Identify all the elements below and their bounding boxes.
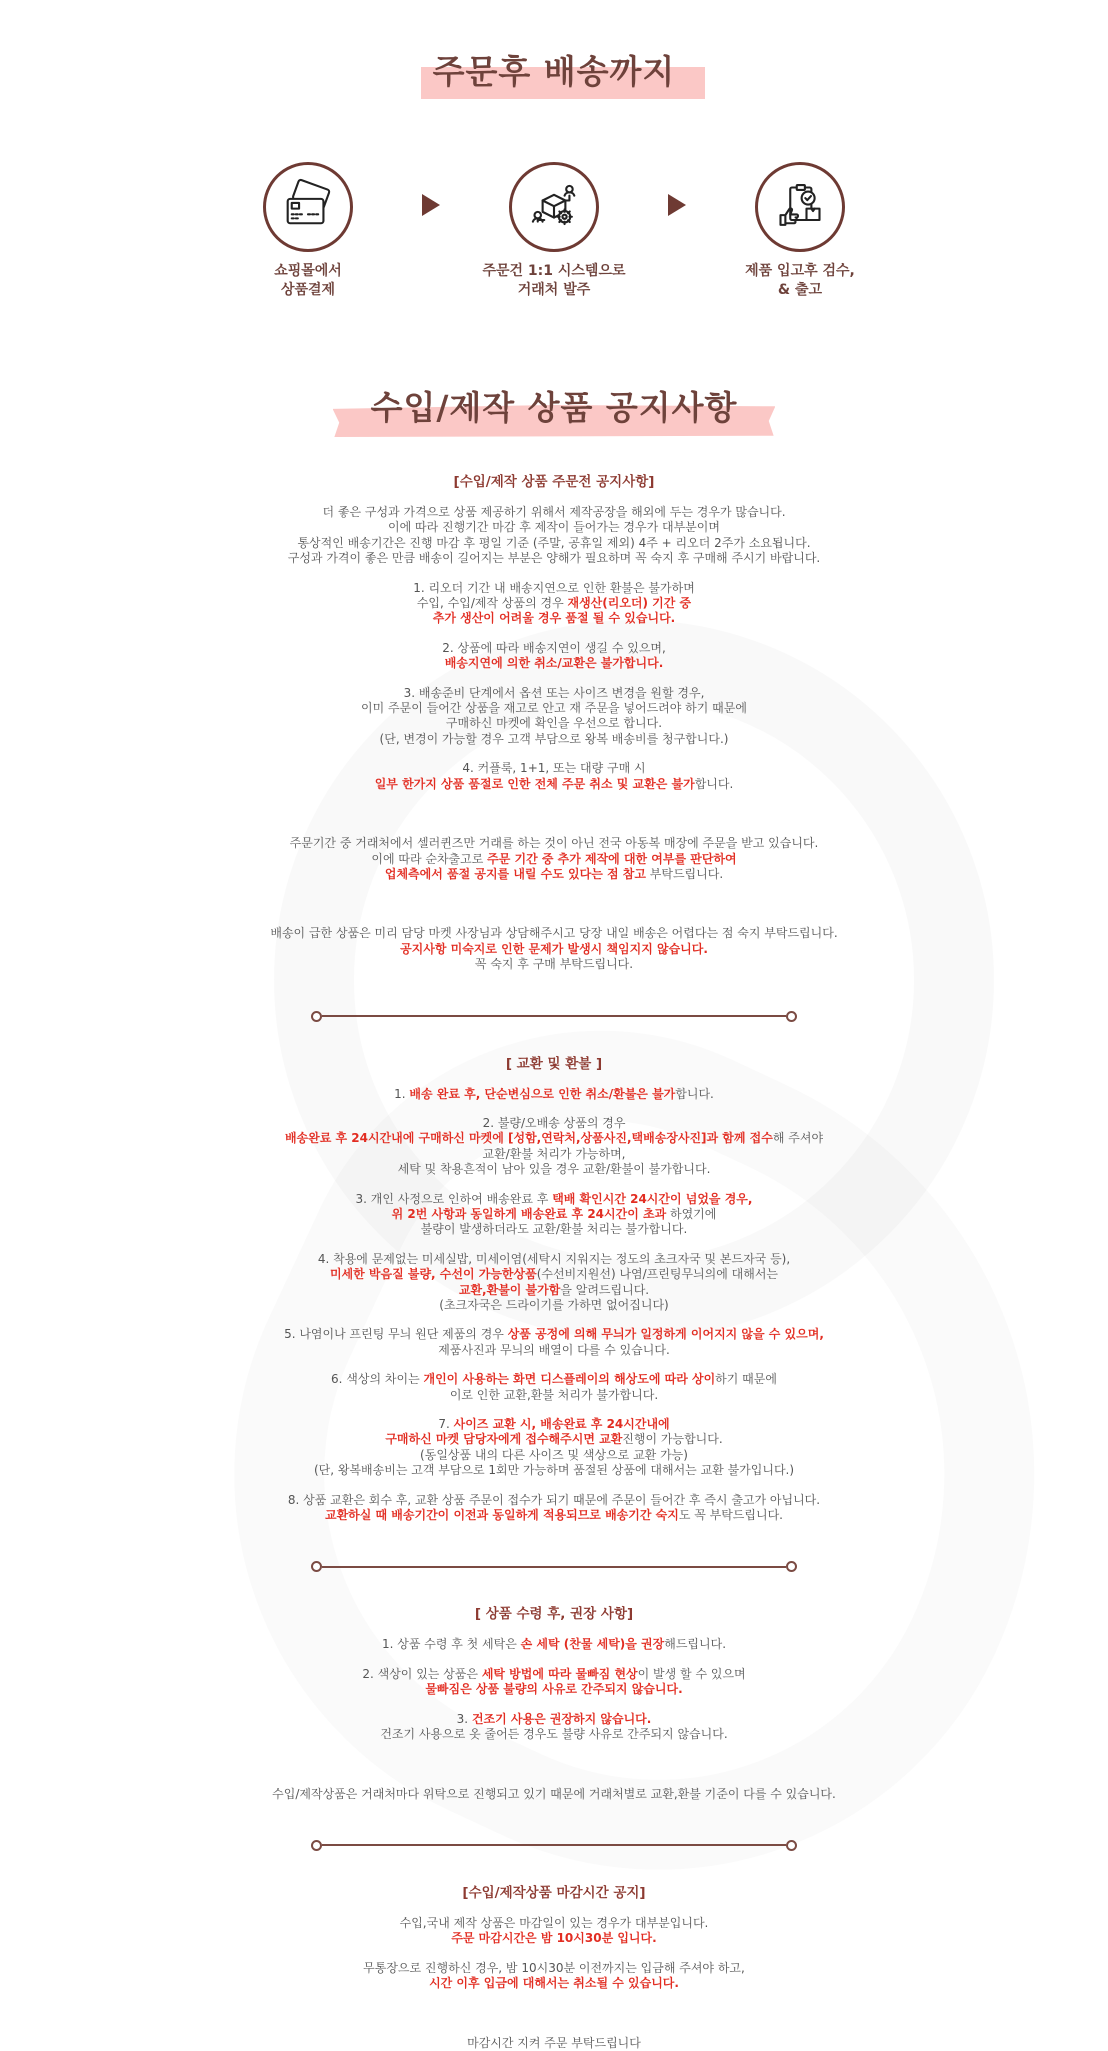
section-exchange-refund [204,1056,904,1524]
section-heading: [수입/제작상품 마감시간 공지] [462,1884,646,1901]
text-block: 1. 리오더 기간 내 배송지연으로 인한 환불은 불가하며 수입, 수입/제작 상품의 경우 재생산(리오더) 기간 중 추가 생산이 어려울 경우 품절 될 수 있습니다. [413,580,695,626]
step-inspection [710,162,890,300]
text-block: 8. 상품 교환은 회수 후, 교환 상품 주문이 접수가 되기 때문에 주문이 들어간 후 즉시 출고가 아닙니다. 교환하실 때 배송기간이 이전과 동일하게 적용되므로 배송기간 숙지도 꼭 부탁드립니다. [287,1492,821,1523]
text-block: 5. 나염이나 프린팅 무늬 원단 제품의 경우 상품 공정에 의해 무늬가 일정하게 이어지지 않을 수 있으며, 제품사진과 무늬의 배열이 다를 수 있습니다. [284,1327,824,1357]
order-process-steps [204,162,904,300]
arrow-right-icon [668,194,686,216]
step-label-line: 상품결제 [280,282,336,298]
divider-dot [311,1561,322,1572]
page-title [204,0,904,94]
text-block: 1. 배송 완료 후, 단순변심으로 인한 취소/환불은 불가합니다. [394,1086,714,1101]
order-system-icon [509,162,599,252]
step-payment [218,162,398,300]
section-divider [311,1561,797,1572]
credit-card-icon [263,162,353,252]
inspection-icon [755,162,845,252]
divider-dot [786,1011,797,1022]
text-block: 무통장으로 진행하신 경우, 밤 10시30분 이전까지는 입금해 주셔야 하고, 시간 이후 입금에 대해서는 취소될 수 있습니다. [363,1960,745,1991]
section-heading: [ 교환 및 환불 ] [505,1055,603,1072]
text-block: 7. 사이즈 교환 시, 배송완료 후 24시간내에 구매하신 마켓 담당자에게 접수해주시면 교환진행이 가능합니다. (동일상품 내의 다른 사이즈 및 색상으로 교환 가능) (단, 왕복배송비는 고객 부담으로 1회만 가능하며 품절된 상품에 대해서는 교환 불가입니다.) [313,1417,795,1478]
text-block: 주문기간 중 거래처에서 셀러퀸즈만 거래를 하는 것이 아닌 전국 아동복 매장에 주문을 받고 있습니다. 이에 따라 순차출고로 주문 기간 중 추가 제작에 대한 여부를 판단하여 업체측에서 품절 공지를 내릴 수도 있다는 점 참고 부탁드립니다. [289,836,819,881]
divider-dot [311,1011,322,1022]
text-block: 1. 상품 수령 후 첫 세탁은 손 세탁 (찬물 세탁)을 권장해드립니다. [381,1637,727,1652]
section-body [204,505,904,973]
text-block: 마감시간 지켜 주문 부탁드립니다 [467,2035,641,2050]
text-block: 배송이 급한 상품은 미리 담당 마켓 사장님과 상담해주시고 당장 내일 배송은 어렵다는 점 숙지 부탁드립니다. 공지사항 미숙지로 인한 문제가 발생시 책임지지 않습니다. 꼭 숙지 후 구매 부탁드립니다. [270,926,838,972]
divider-line [322,1566,786,1568]
step-order-system [464,162,644,300]
section-body [204,1916,904,2051]
text-block: 수입,국내 제작 상품은 마감일이 있는 경우가 대부분입니다. 주문 마감시간은 밤 10시30분 입니다. [399,1915,709,1946]
divider-line [322,1844,786,1846]
step-label-line: & 출고 [777,282,823,298]
divider-dot [786,1561,797,1572]
step-inspection-label [710,262,890,300]
text-block: 3. 배송준비 단계에서 옵션 또는 사이즈 변경을 원할 경우, 이미 주문이 들어간 상품을 재고로 안고 재 주문을 넣어드려야 하기 때문에 구매하신 마켓에 확인을 우선으로 합니다. (단, 변경이 가능할 경우 고객 부담으로 왕복 배송비를 청구합니다.) [361,685,747,746]
text-block: 2. 불량/오배송 상품의 경우 배송완료 후 24시간내에 구매하신 마켓에 [성함,연락처,상품사진,택배송장사진]과 함께 접수해 주셔야 교환/환불 처리가 가능하며, 세탁 및 착용흔적이 남아 있을 경우 교환/환불이 불가합니다. [284,1115,824,1177]
section-divider [311,1011,797,1022]
text-block: 수입/제작상품은 거래처마다 위탁으로 진행되고 있기 때문에 거래처별로 교환,환불 기준이 다를 수 있습니다. [272,1786,836,1801]
text-block: 3. 개인 사정으로 인하여 배송완료 후 택배 확인시간 24시간이 넘었을 경우, 위 2번 사항과 동일하게 배송완료 후 24시간이 초과 하였기에 불량이 발생하더라도 교환/환불 처리는 불가합니다. [355,1191,753,1237]
divider-dot [786,1840,797,1851]
section-body [204,1087,904,1524]
section-heading: [수입/제작 상품 주문전 공지사항] [453,474,655,490]
text-block: 2. 색상이 있는 상품은 세탁 방법에 따라 물빠짐 현상이 발생 할 수 있으며 물빠짐은 상품 불량의 사유로 간주되지 않습니다. [362,1666,746,1697]
section-pre-order-notice [204,474,904,973]
notice-title-text: 수입/제작 상품 공지사항 [363,386,746,430]
text-block: 2. 상품에 따라 배송지연이 생길 수 있으며, 배송지연에 의한 취소/교환은 불가합니다. [442,640,666,671]
shipping-notice-page [204,0,904,2050]
text-block: 4. 착용에 문제없는 미세실밥, 미세이염(세탁시 지워지는 정도의 초크자국 및 본드자국 등), 미세한 박음질 불량, 수선이 가능한상품(수선비지원선) 나염/프린팅무늬의에 대해서는 교환,환불이 불가함을 알려드립니다. (초크자국은 드라이기를 가하면 없어집니다) [317,1251,791,1312]
text-block: 더 좋은 구성과 가격으로 상품 제공하기 위해서 제작공장을 해외에 두는 경우가 많습니다. 이에 따라 진행기간 마감 후 제작이 들어가는 경우가 대부분이며 통상적인 배송기간은 진행 마감 후 평일 기준 (주말, 공휴일 제외) 4주 + 리오더 2주가 소요됩니다. 구성과 가격이 좋은 만큼 배송이 길어지는 부분은 양해가 필요하며 꼭 숙지 후 구매해 주시기 바랍니다. [287,505,821,566]
step-label-line: 쇼핑몰에서 [274,263,342,279]
section-body [204,1637,904,1801]
divider-dot [311,1840,322,1851]
step-label-line: 제품 입고후 검수, [745,263,855,279]
section-divider [311,1840,797,1851]
step-order-system-label [464,262,644,300]
text-block: 4. 커플룩, 1+1, 또는 대량 구매 시 일부 한가지 상품 품절로 인한 전체 주문 취소 및 교환은 불가합니다. [374,761,734,791]
step-label-line: 거래처 발주 [517,282,591,298]
notice-title [204,300,904,430]
divider-line [322,1015,786,1017]
step-label-line: 주문건 1:1 시스템으로 [482,263,626,279]
section-heading: [ 상품 수령 후, 권장 사항] [474,1606,634,1623]
page-title-text: 주문후 배송까지 [425,50,684,94]
step-payment-label [218,262,398,300]
arrow-right-icon [422,194,440,216]
text-block: 6. 색상의 차이는 개인이 사용하는 화면 디스플레이의 해상도에 따라 상이하기 때문에 이로 인한 교환,환불 처리가 불가합니다. [331,1372,777,1402]
section-deadline-notice [204,1885,904,2051]
section-after-receipt [204,1606,904,1801]
text-block: 3. 건조기 사용은 권장하지 않습니다. 건조기 사용으로 옷 줄어든 경우도 불량 사유로 간주되지 않습니다. [380,1711,728,1742]
